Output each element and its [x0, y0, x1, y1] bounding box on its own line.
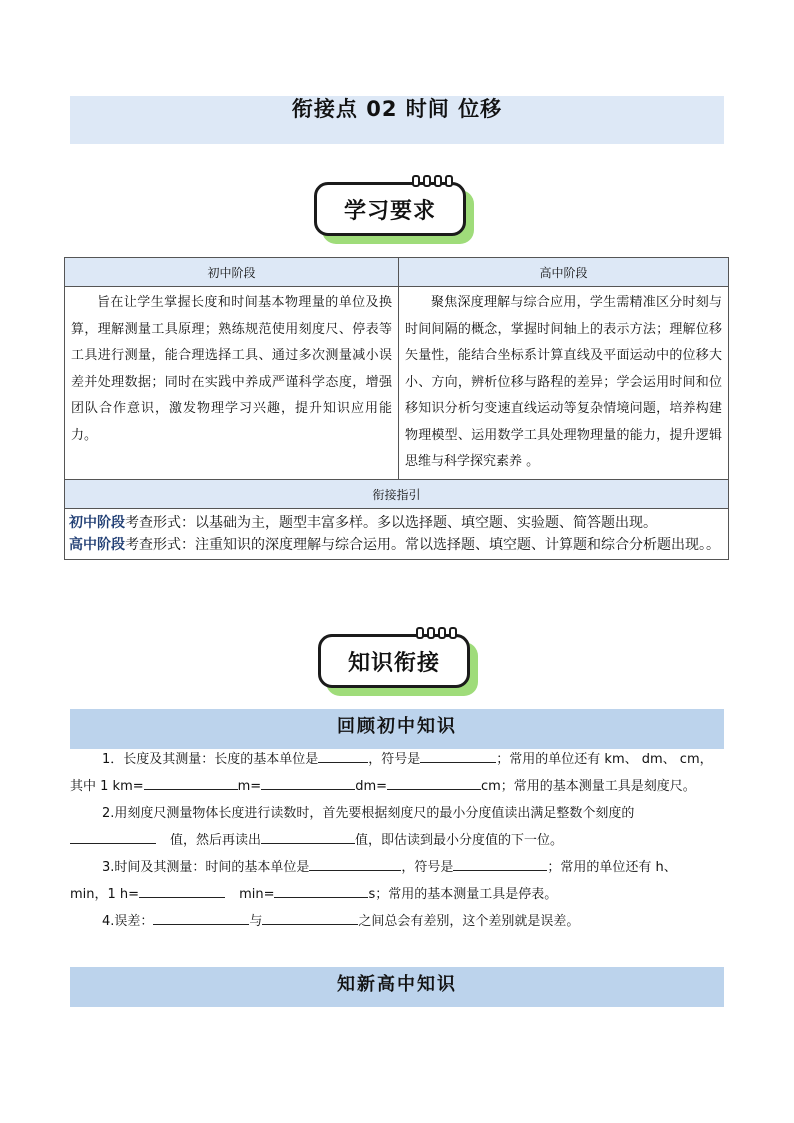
badge-label: 知识衔接	[318, 634, 470, 688]
fill-blank[interactable]	[309, 856, 401, 871]
review-section-title: 回顾初中知识	[337, 716, 457, 737]
fill-blank[interactable]	[453, 856, 547, 871]
fill-blank[interactable]	[261, 775, 355, 790]
col-header-senior: 高中阶段	[399, 258, 729, 287]
new-knowledge-section-header	[70, 967, 724, 1007]
fill-blank[interactable]	[274, 883, 368, 898]
guide-senior-line	[69, 534, 724, 556]
fill-blank[interactable]	[261, 829, 355, 844]
question-3-line-1: 3.时间及其测量：时间的基本单位是 ，符号是 ；常用的单位还有 h、	[70, 854, 730, 881]
fill-blank[interactable]	[153, 910, 249, 925]
title-banner	[70, 96, 724, 144]
review-content	[70, 746, 730, 935]
guide-senior-text: 考查形式：注重知识的深度理解与综合运用。常以选择题、填空题、计算题和综合分析题出现。。	[125, 537, 720, 553]
review-section-header	[70, 709, 724, 749]
guide-junior-keyword: 初中阶段	[69, 515, 125, 531]
question-2-line-2: 值，然后再读出 值，即估读到最小分度值的下一位。	[70, 827, 730, 854]
question-4-line-1: 4.误差： 与 之间总会有差别，这个差别就是误差。	[70, 908, 730, 935]
junior-requirements-text: 旨在让学生掌握长度和时间基本物理量的单位及换算，理解测量工具原理；熟练规范使用刻度尺、停表等工具进行测量，能合理选择工具、通过多次测量减小误差并处理数据；同时在实践中养成严谨科学态度，增强团队合作意识，激发物理学习兴趣，提升知识应用能力。	[65, 287, 399, 480]
guide-senior-keyword: 高中阶段	[69, 537, 125, 553]
page-title: 衔接点 02 时间 位移	[291, 97, 503, 121]
fill-blank[interactable]	[318, 748, 368, 763]
question-1-line-2: 其中 1 km= m= dm= cm；常用的基本测量工具是刻度尺。	[70, 773, 730, 800]
question-2-line-1: 2.用刻度尺测量物体长度进行读数时，首先要根据刻度尺的最小分度值读出满足整数个刻度的	[102, 806, 635, 821]
col-header-junior: 初中阶段	[65, 258, 399, 287]
fill-blank[interactable]	[387, 775, 481, 790]
new-knowledge-section-title: 知新高中知识	[337, 974, 457, 995]
guide-content	[65, 509, 729, 560]
binder-rings-icon	[412, 175, 453, 187]
question-3-line-2: min，1 h= min= s；常用的基本测量工具是停表。	[70, 881, 730, 908]
study-requirements-badge	[314, 182, 484, 248]
guide-junior-line	[69, 512, 724, 534]
question-1-line-1: 1．长度及其测量：长度的基本单位是 ，符号是 ；常用的单位还有 km、 dm、 cm，	[70, 746, 730, 773]
fill-blank[interactable]	[139, 883, 225, 898]
guide-junior-text: 考查形式：以基础为主，题型丰富多样。多以选择题、填空题、实验题、简答题出现。	[125, 515, 657, 531]
binder-rings-icon	[416, 627, 457, 639]
knowledge-bridge-badge	[318, 634, 488, 700]
fill-blank[interactable]	[420, 748, 496, 763]
fill-blank[interactable]	[262, 910, 358, 925]
fill-blank[interactable]	[144, 775, 238, 790]
guide-header: 衔接指引	[65, 480, 729, 509]
senior-requirements-text: 聚焦深度理解与综合应用，学生需精准区分时刻与时间间隔的概念，掌握时间轴上的表示方法；理解位移矢量性，能结合坐标系计算直线及平面运动中的位移大小、方向，辨析位移与路程的差异；学会运用时间和位移知识分析匀变速直线运动等复杂情境问题，培养构建物理模型、运用数学工具处理物理量的能力，提升逻辑思维与科学探究素养 。	[399, 287, 729, 480]
requirements-table	[64, 257, 729, 560]
fill-blank[interactable]	[70, 829, 156, 844]
badge-label: 学习要求	[314, 182, 466, 236]
